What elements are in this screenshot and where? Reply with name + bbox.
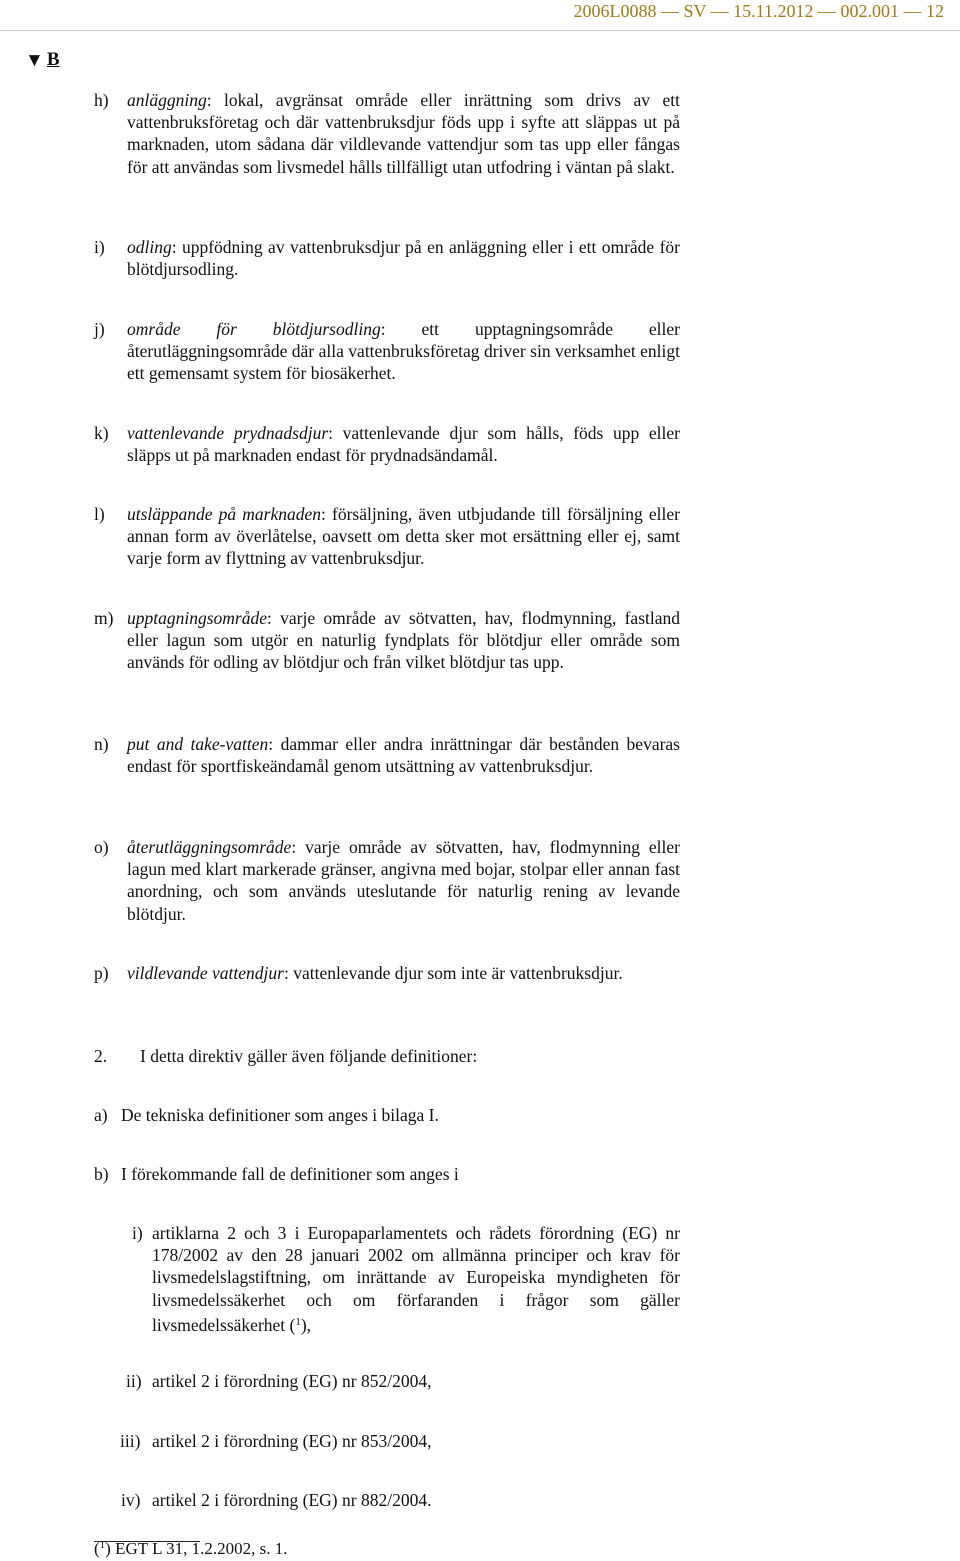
definition-label: p): [94, 963, 109, 983]
definition-body: [127, 318, 680, 385]
footnote-text: EGT L 31, 1.2.2002, s. 1.: [115, 1539, 288, 1558]
definition-term: återutläggningsområde: [127, 837, 292, 857]
definition-k: [94, 422, 680, 466]
definition-label: j): [94, 319, 105, 339]
subitem-ii: [120, 1370, 680, 1392]
paragraph-text: I detta direktiv gäller även följande definitioner:: [140, 1046, 478, 1066]
definition-label: h): [94, 90, 109, 110]
footnote: [94, 1539, 287, 1559]
definition-text: : försäljning, även utbjudande till försäljning eller annan form av överlåtelse, oavsett om detta sker mot ersättning eller ej, samt varje form av flyttning av vattenbruksdjur.: [127, 504, 680, 569]
definition-body: [127, 422, 680, 466]
definition-text: : uppfödning av vattenbruksdjur på en anläggning eller i ett område för blötdjursodling.: [127, 237, 680, 280]
amendment-marker: [25, 49, 60, 71]
definition-j: [94, 318, 680, 385]
definition-o: [94, 836, 680, 925]
definition-label: n): [94, 734, 109, 754]
subitem-iii: [120, 1430, 680, 1452]
item-b: [94, 1163, 459, 1185]
definition-body: [127, 236, 680, 280]
definition-term: anläggning: [127, 90, 207, 110]
definition-n: [94, 733, 680, 777]
definition-text: : ett upptagningsområde eller återutläggningsområde där alla vattenbruksföretag driver sin verksamhet enligt ett gemensamt system för biosäkerhet.: [127, 319, 680, 384]
definition-body: [127, 503, 680, 570]
subitem-i: [120, 1222, 680, 1336]
paragraph-2: [94, 1045, 477, 1067]
definition-body: [127, 836, 680, 925]
footnote-close: ): [105, 1539, 111, 1558]
paragraph-number: 2.: [94, 1046, 108, 1066]
triangle-down-icon: ▼: [25, 50, 44, 71]
definition-term: put and take-vatten: [127, 734, 269, 754]
marker-letter: B: [46, 49, 60, 70]
subitem-body: [152, 1489, 680, 1511]
definition-term: utsläppande på marknaden: [127, 504, 322, 524]
footnote-open: (: [94, 1539, 100, 1558]
subitem-body: [152, 1222, 680, 1336]
definition-text: : dammar eller andra inrättningar där bestånden bevaras endast för sportfiskeändamål genom utsättning av vattenbruksdjur.: [127, 734, 680, 777]
definition-h: [94, 89, 680, 178]
definition-label: i): [94, 237, 105, 257]
subitem-label: ii): [126, 1371, 142, 1391]
subitem-iv: [120, 1489, 680, 1511]
definition-text: : vattenlevande djur som inte är vattenbruksdjur.: [283, 963, 623, 983]
definition-label: k): [94, 423, 109, 443]
footnote-reference[interactable]: 1: [295, 1315, 301, 1328]
definition-body: [127, 607, 680, 674]
definition-term: odling: [127, 237, 172, 257]
subitem-tail: ),: [300, 1314, 312, 1335]
definition-text: : lokal, avgränsat område eller inrättning som drivs av ett vattenbruksföretag och där vattenbruksdjur föds upp i syfte att släppas ut på marknaden, utom sådana där vildlevande vattendjur som tas upp eller fångas för att användas som livsmedel hålls tillfälligt utan utfodring i väntan på slakt.: [127, 90, 680, 177]
page-header: [0, 0, 960, 31]
definition-text: : varje område av sötvatten, hav, flodmynning, fastland eller lagun som utgör en naturlig fyndplats för blötdjur eller område som används för odling av blötdjur och från vilket blötdjur tas upp.: [127, 608, 680, 673]
definition-text: : vattenlevande djur som hålls, föds upp eller släpps ut på marknaden endast för prydnadsändamål.: [127, 423, 680, 466]
definition-term: upptagningsområde: [127, 608, 267, 628]
definition-body: [127, 733, 680, 777]
definition-l: [94, 503, 680, 570]
definition-p: [94, 962, 680, 984]
definition-term: vildlevande vattendjur: [127, 963, 284, 983]
definition-label: l): [94, 504, 105, 524]
definition-i: [94, 236, 680, 280]
subitem-text: artikel 2 i förordning (EG) nr 852/2004,: [152, 1371, 432, 1391]
definition-body: [127, 962, 680, 984]
subitem-label: iv): [121, 1490, 141, 1510]
definition-term: område för blötdjursodling: [127, 319, 381, 339]
subitem-text: artikel 2 i förordning (EG) nr 882/2004.: [152, 1490, 432, 1510]
definition-label: o): [94, 837, 109, 857]
item-label: a): [94, 1105, 108, 1125]
item-text: De tekniska definitioner som anges i bilaga I.: [121, 1105, 439, 1125]
subitem-label: i): [132, 1223, 143, 1243]
definition-body: [127, 89, 680, 178]
subitem-body: [152, 1370, 680, 1392]
item-text: I förekommande fall de definitioner som anges i: [121, 1164, 459, 1184]
subitem-body: [152, 1430, 680, 1452]
definition-label: m): [94, 608, 114, 628]
definition-term: vattenlevande prydnadsdjur: [127, 423, 329, 443]
item-label: b): [94, 1164, 109, 1184]
item-a: [94, 1104, 439, 1126]
document-reference: 2006L0088 — SV — 15.11.2012 — 002.001 — 12: [573, 1, 944, 21]
subitem-text: artikel 2 i förordning (EG) nr 853/2004,: [152, 1431, 432, 1451]
footnote-number: 1: [99, 1539, 106, 1551]
definition-m: [94, 607, 680, 674]
subitem-text: artiklarna 2 och 3 i Europaparlamentets och rådets förordning (EG) nr 178/2002 av den 28 januari 2002 om allmänna principer och krav för livsmedelslagstiftning, om inrättande av Europeiska myndigheten för livsmedelssäkerhet och om förfaranden i frågor som gäller livsmedelssäkerhet (: [152, 1223, 680, 1335]
subitem-label: iii): [120, 1431, 141, 1451]
definition-text: : varje område av sötvatten, hav, flodmynning eller lagun med klart markerade gränser, angivna med bojar, stolpar eller annan fast anordning, och som används uteslutande för naturlig rening av levande blötdjur.: [127, 837, 680, 924]
